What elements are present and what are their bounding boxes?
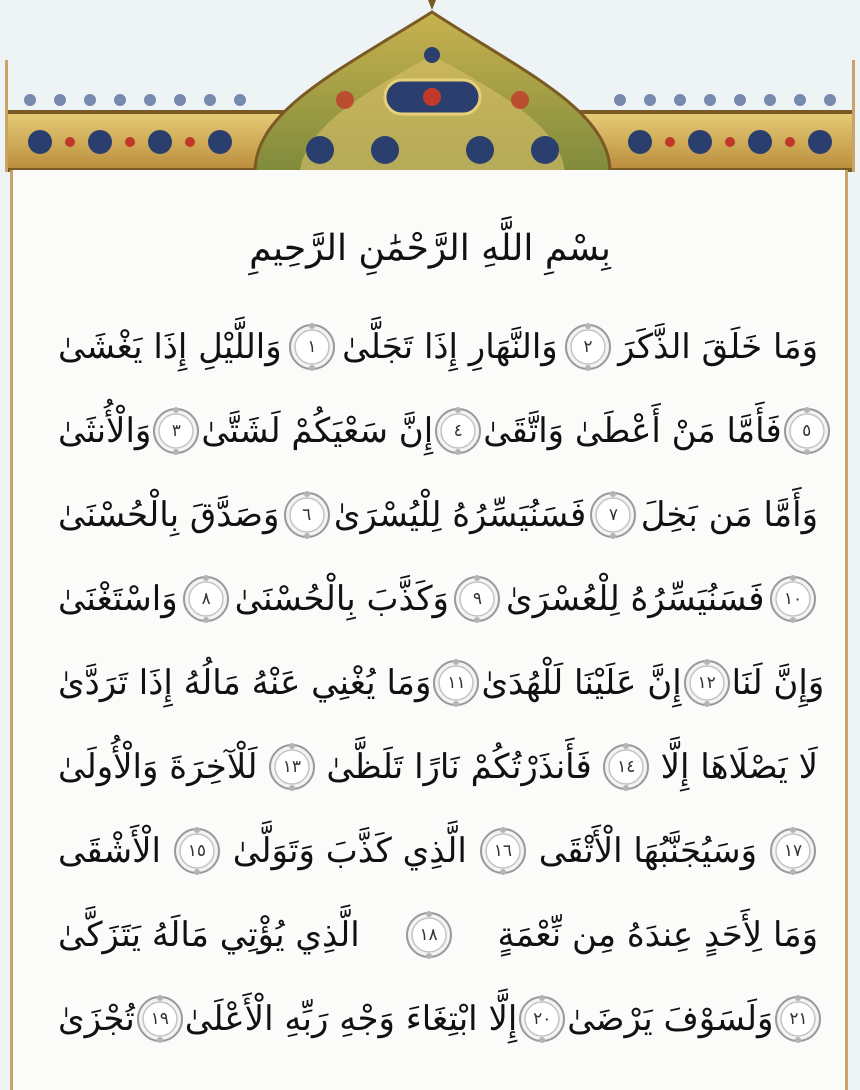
ayah-text: إِنَّ عَلَيْنَا لَلْهُدَىٰ [481,663,682,703]
ayah-number-marker [431,658,481,708]
ayah-text: لَلْآخِرَةَ وَالْأُولَىٰ [58,747,258,787]
ayah-text: وَأَمَّا مَن بَخِلَ [640,495,818,535]
ayah-text: وَمَا لِأَحَدٍ عِندَهُ مِن نِّعْمَةٍ [497,915,818,955]
ayah-number-marker [782,406,832,456]
ayah-number-marker [181,574,231,624]
ayah-text: وَاللَّيْلِ إِذَا يَغْشَىٰ [58,327,282,367]
ayah-line [58,564,818,634]
ayah-number: ١٧ [783,841,803,861]
ayah-number: ٤ [453,421,463,441]
ayah-number: ١٦ [493,841,512,861]
ayah-text: فَأَمَّا مَنْ أَعْطَىٰ وَاتَّقَىٰ [483,411,782,451]
ayah-text: الْأَشْقَى [58,831,161,871]
ayah-number: ٩ [472,589,483,609]
ayah-number-marker [135,994,185,1044]
ayah-text: وَصَدَّقَ بِالْحُسْنَىٰ [58,495,280,535]
ayah-number: ١٠ [783,589,803,609]
ayah-number: ٥ [802,421,812,441]
ayah-text: إِلَّا ابْتِغَاءَ وَجْهِ رَبِّهِ الْأَعْلَىٰ [184,999,518,1039]
ayah-number-marker [563,322,613,372]
ayah-number: ١٣ [282,757,302,777]
ayah-number: ٢ [583,337,593,357]
ayah-text: فَسَنُيَسِّرُهُ لِلْعُسْرَىٰ [505,579,765,619]
ayah-line [58,900,818,970]
ayah-number: ١٨ [419,925,438,945]
ayah-text: الَّذِي يُؤْتِي مَالَهُ يَتَزَكَّىٰ [58,915,360,955]
ayah-number: ١٢ [697,673,716,693]
ayah-number: ٢٠ [533,1009,552,1029]
ayah-line [58,984,818,1054]
ayah-number-marker [452,574,502,624]
ayah-number-marker [478,826,528,876]
ayah-text: تُجْزَىٰ [58,999,135,1039]
ayah-line [58,396,818,466]
ayah-number: ١١ [447,673,466,693]
ayah-number-marker [287,322,337,372]
ayah-number-marker [404,910,454,960]
ayah-number: ١٤ [617,757,636,777]
ayah-number: ٨ [201,589,211,609]
ayah-number: ٢١ [789,1009,808,1029]
ayah-text: فَأَنذَرْتُكُمْ نَارًا تَلَظَّىٰ [326,747,592,787]
ayah-text: وَسَيُجَنَّبُهَا الْأَتْقَى [538,831,758,871]
ayah-number-marker [282,490,332,540]
ayah-number-marker [768,826,818,876]
ayah-number-marker [172,826,222,876]
ayah-text: وَإِنَّ لَنَا [731,663,825,703]
ayah-line [58,732,818,802]
ayah-number-marker [267,742,317,792]
ayah-text: وَاسْتَغْنَىٰ [58,579,178,619]
ayah-number: ١٩ [150,1009,169,1029]
ayah-number-marker [773,994,823,1044]
ayah-text: وَلَسَوْفَ يَرْضَىٰ [567,999,774,1039]
ayah-number: ٦ [302,505,312,525]
ayah-number-marker [601,742,651,792]
ayah-text: لَا يَصْلَاهَا إِلَّا [660,747,818,787]
ayah-text: وَكَذَّبَ بِالْحُسْنَىٰ [234,579,449,619]
ayah-line [58,816,818,886]
basmala: بِسْمِ اللَّهِ الرَّحْمَٰنِ الرَّحِيمِ [249,228,611,269]
ayah-text: وَمَا يُغْنِي عَنْهُ مَالُهُ إِذَا تَرَدَّىٰ [58,663,432,703]
ayah-text: وَمَا خَلَقَ الذَّكَرَ [618,327,818,367]
ayah-number-marker [682,658,732,708]
ayah-line [58,312,818,382]
ayah-number: ١٥ [187,841,206,861]
ayah-number-marker [151,406,201,456]
ayah-text: الَّذِي كَذَّبَ وَتَوَلَّىٰ [232,831,467,871]
ayah-text: إِنَّ سَعْيَكُمْ لَشَتَّىٰ [201,411,434,451]
ayah-text: وَالْأُنثَىٰ [58,411,152,451]
ayah-line [58,648,825,718]
ayah-number-marker [433,406,483,456]
ayah-number: ٣ [171,421,181,441]
ayah-number: ٧ [608,505,619,525]
header-illumination [0,0,860,185]
ayah-text: وَالنَّهَارِ إِذَا تَجَلَّىٰ [342,327,558,367]
ayah-number-marker [588,490,638,540]
ayah-number-marker [768,574,818,624]
ayah-number-marker [517,994,567,1044]
ayah-text: فَسَنُيَسِّرُهُ لِلْيُسْرَىٰ [333,495,587,535]
ayah-line [58,480,818,550]
ayah-number: ١ [307,337,317,357]
